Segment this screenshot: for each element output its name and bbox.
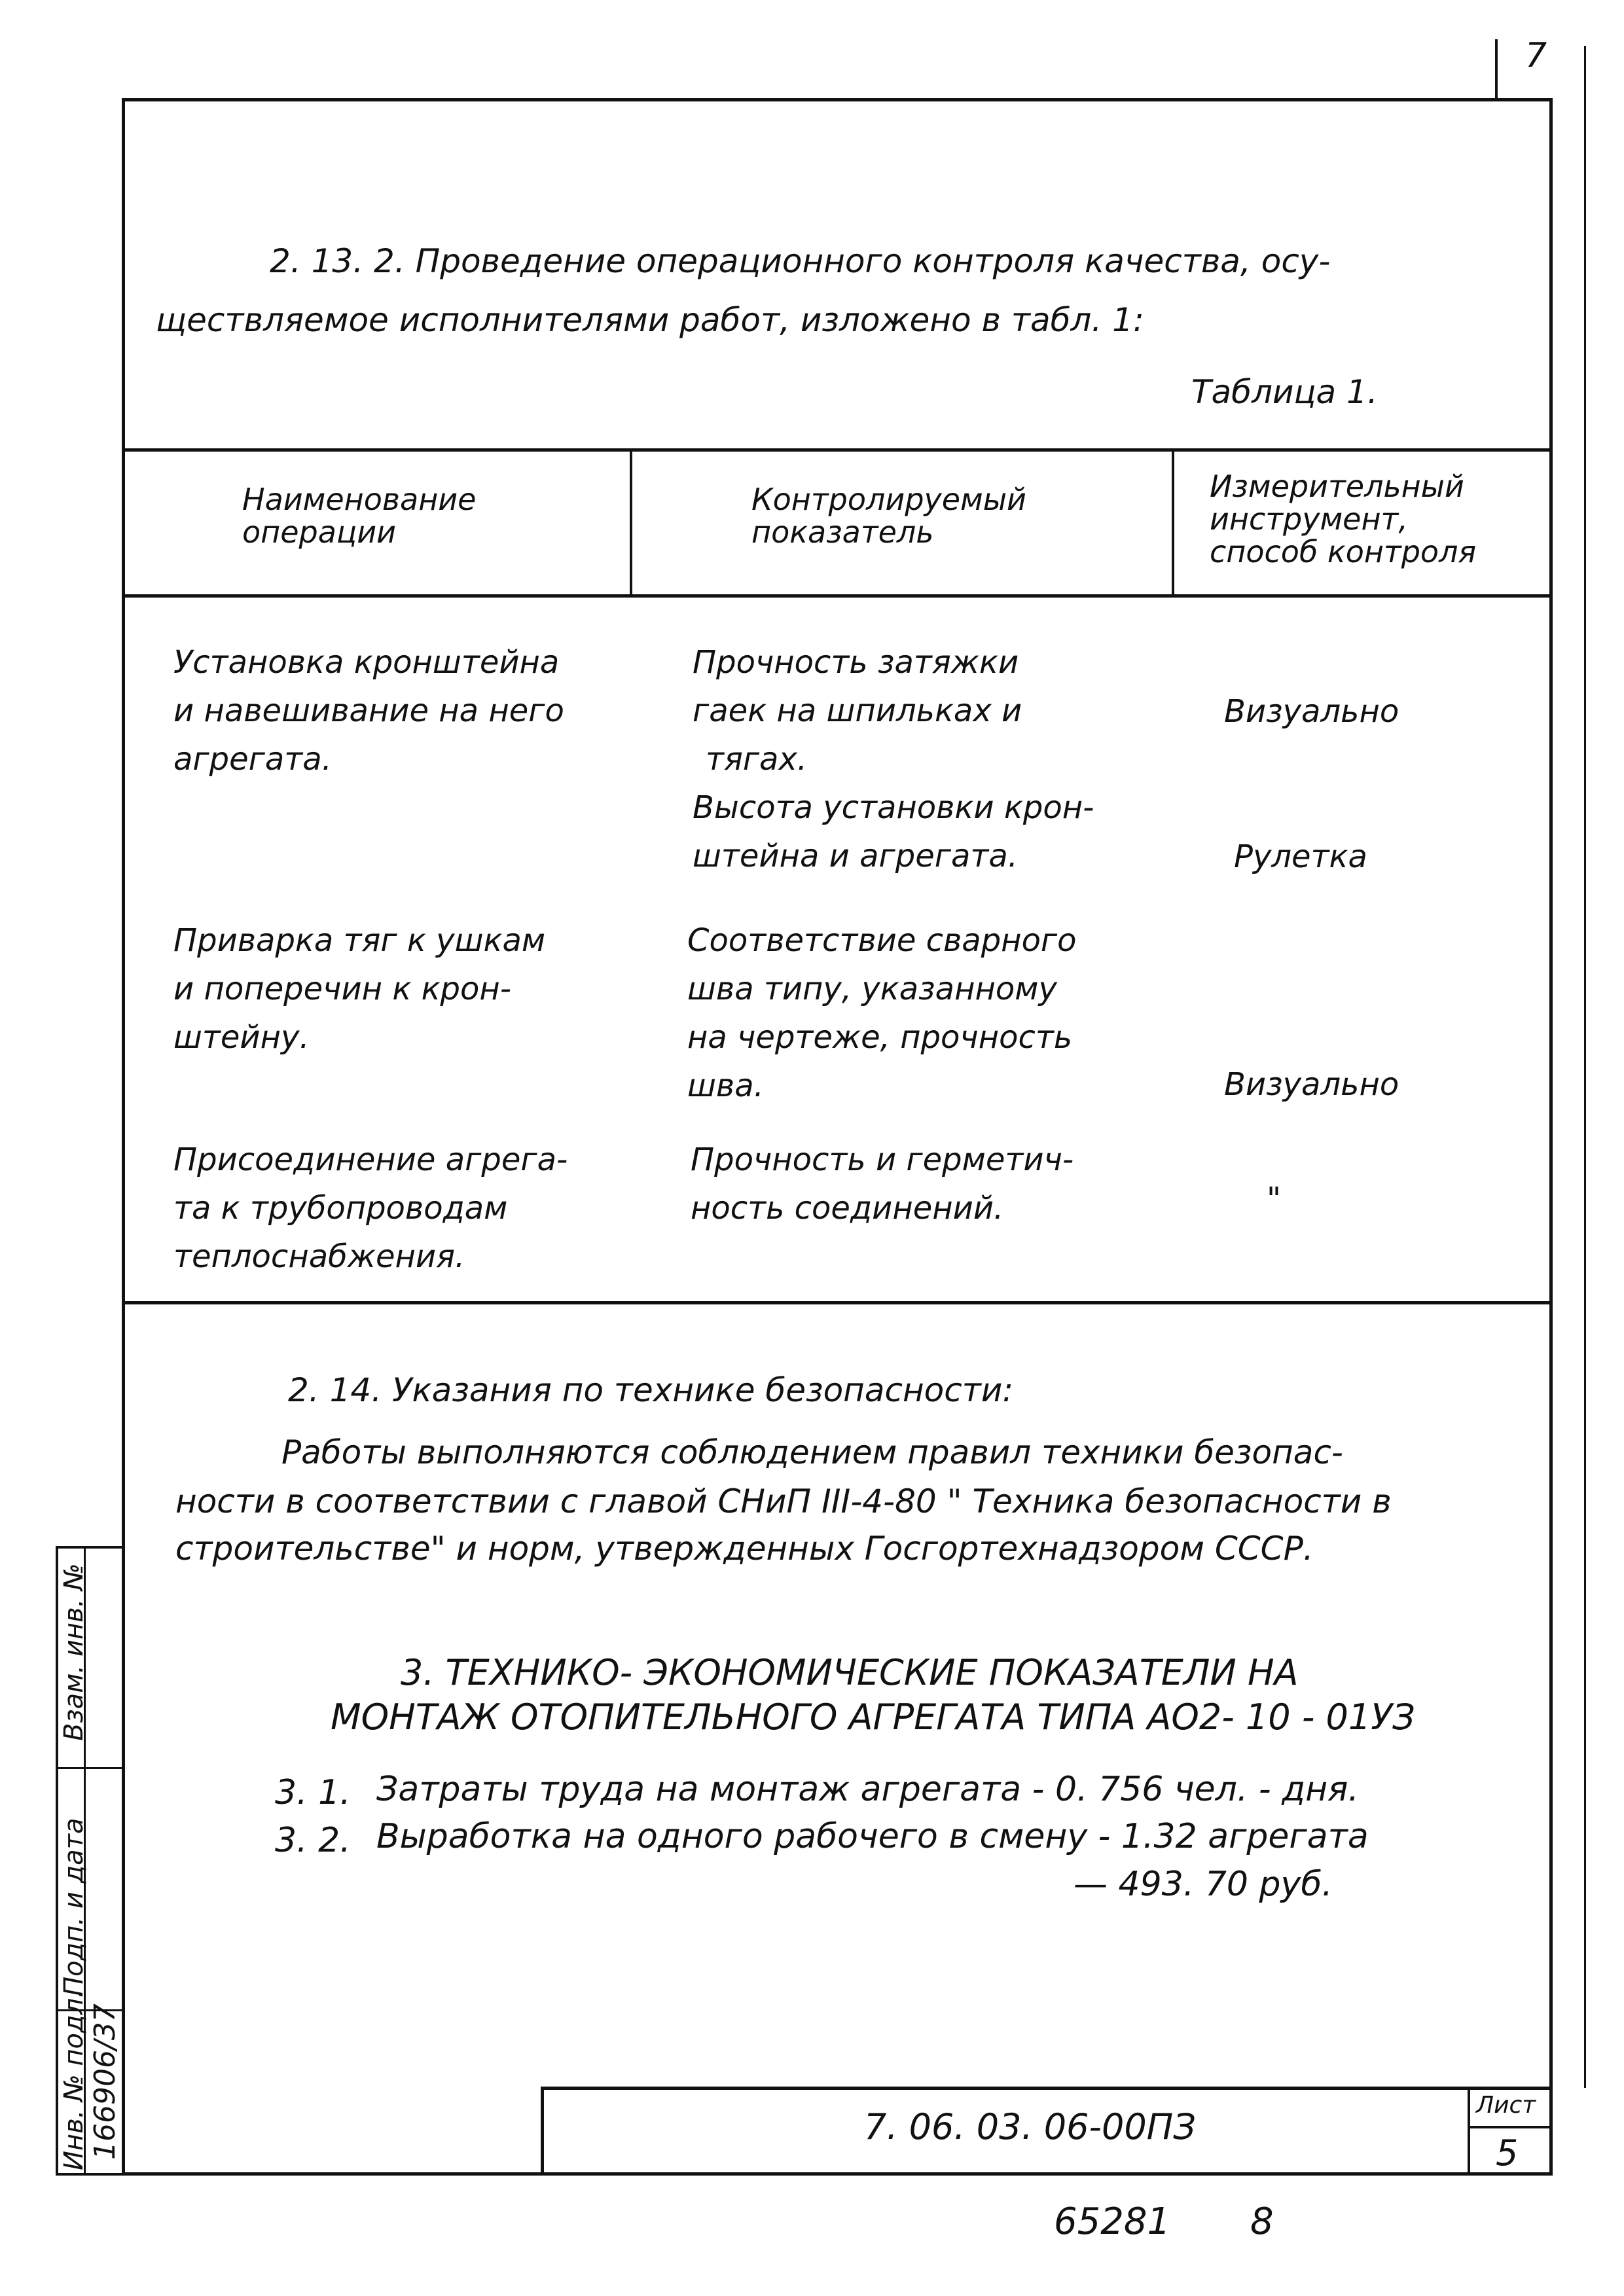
intro-line-1: 2. 13. 2. Проведение операционного контроля качества, осу- xyxy=(270,242,1331,280)
footer-sheet: 8 xyxy=(1250,2200,1274,2243)
table-bottom-border xyxy=(122,1301,1553,1304)
table-row-2-indicator: Соответствие сварного шва типу, указанному на чертеже, прочность шва. xyxy=(687,922,1077,1104)
table-col-divider-1 xyxy=(630,448,632,598)
section3-item2-number: 3. 2. xyxy=(275,1821,351,1860)
section3-item1-text: Затраты труда на монтаж агрегата - 0. 756 чел. - дня. xyxy=(376,1770,1359,1809)
table-row-3-indicator: Прочность и герметич- ность соединений. xyxy=(691,1141,1074,1227)
section3-item1-number: 3. 1. xyxy=(275,1773,351,1812)
section3-item2-text: Выработка на одного рабочего в смену - 1.32 агрегата xyxy=(376,1817,1369,1856)
safety-line-1: Работы выполняются соблюдением правил техники безопас- xyxy=(281,1433,1343,1471)
table-row-1-operation: Установка кронштейна и навешивание на него агрегата. xyxy=(173,644,564,778)
title-block-divider xyxy=(1468,2087,1470,2176)
sidebar-label-sign: Подп. и дата xyxy=(59,1818,89,1996)
sidebar-label-inv: Инв. № подл. xyxy=(59,1990,89,2170)
right-edge-line xyxy=(1584,46,1586,2088)
title-block-left xyxy=(541,2087,544,2176)
safety-line-3: строительстве" и норм, утвержденных Госгортехнадзором СССР. xyxy=(175,1530,1314,1568)
section3-title-1: 3. ТЕХНИКО- ЭКОНОМИЧЕСКИЕ ПОКАЗАТЕЛИ НА xyxy=(401,1652,1299,1693)
sidebar-inv-number: 166906/37 xyxy=(88,2003,122,2160)
intro-line-2: ществляемое исполнителями работ, изложено в табл. 1: xyxy=(156,301,1144,339)
safety-line-2: ности в соответствии с главой СНиП III-4-80 " Техника безопасности в xyxy=(175,1482,1392,1520)
table-caption: Таблица 1. xyxy=(1191,373,1378,411)
sidebar-outer xyxy=(56,1546,58,2176)
table-col-divider-2 xyxy=(1172,448,1174,598)
table-row-2-operation: Приварка тяг к ушкам и поперечин к крон- штейну. xyxy=(173,922,546,1056)
table-row-1-method-1: Визуально xyxy=(1224,693,1399,730)
table-header-operation: Наименование операции xyxy=(242,482,477,550)
sidebar-divider-1 xyxy=(56,1767,122,1769)
section3-title-2: МОНТАЖ ОТОПИТЕЛЬНОГО АГРЕГАТА ТИПА АО2- 10 - 01УЗ xyxy=(331,1696,1415,1738)
sidebar-bottom xyxy=(56,2173,122,2176)
sidebar-top xyxy=(56,1546,122,1549)
table-header-indicator: Контролируемый показатель xyxy=(751,482,1026,550)
sheet-number: 5 xyxy=(1496,2132,1519,2174)
table-row-3-method: " xyxy=(1267,1181,1282,1217)
table-header-border xyxy=(122,594,1553,598)
section3-item2-value: — 493. 70 руб. xyxy=(1074,1865,1333,1904)
table-header-method: Измерительный инструмент, способ контроля xyxy=(1210,469,1477,569)
sheet-label: Лист xyxy=(1476,2092,1536,2119)
table-row-1-method-2: Рулетка xyxy=(1234,838,1367,875)
table-row-3-operation: Присоединение агрега- та к трубопроводам теплоснабжения. xyxy=(173,1141,568,1275)
safety-heading: 2. 14. Указания по технике безопасности: xyxy=(288,1371,1014,1409)
page-corner-number: 7 xyxy=(1525,36,1547,75)
table-top-border xyxy=(122,448,1553,452)
table-row-1-indicator: Прочность затяжки гаек на шпильках и тягах. Высота установки крон- штейна и агрегата. xyxy=(693,644,1094,874)
document-code: 7. 06. 03. 06-00ПЗ xyxy=(864,2106,1196,2147)
title-block-top xyxy=(541,2087,1553,2090)
title-block-sheet-divider xyxy=(1468,2126,1553,2128)
footer-number: 65281 xyxy=(1054,2200,1171,2243)
table-row-2-method: Визуально xyxy=(1224,1066,1399,1103)
sidebar-label-vzam: Взам. инв. № xyxy=(59,1563,89,1741)
